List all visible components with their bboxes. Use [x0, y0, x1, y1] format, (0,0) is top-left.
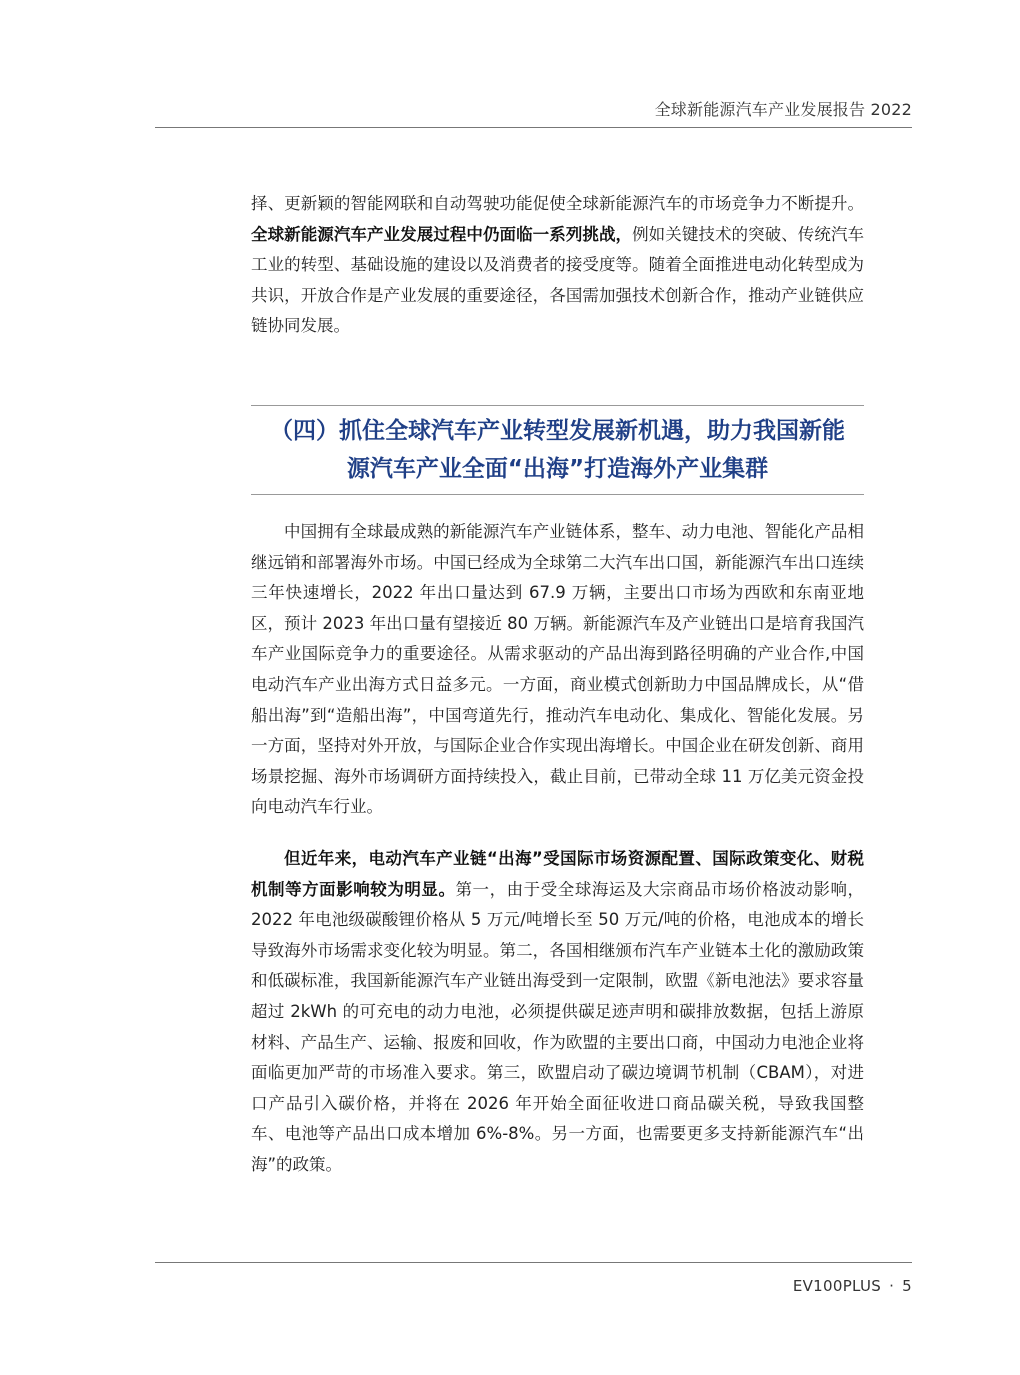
- section-heading-line-1: （四）抓住全球汽车产业转型发展新机遇，助力我国新能: [270, 418, 845, 444]
- running-header-title: 全球新能源汽车产业发展报告 2022: [654, 100, 912, 119]
- intro-bold-statement: 全球新能源汽车产业发展过程中仍面临一系列挑战，: [251, 224, 633, 244]
- section-heading-line-2: 源汽车产业全面“出海”打造海外产业集群: [346, 456, 769, 482]
- page-footer: [793, 1277, 912, 1295]
- section-heading-bottom-rule: [251, 494, 864, 495]
- intro-text-end: 例如关键技术的突破、传统汽车工业的转型、基础设施的建设以及消费者的接受度等。随着全面推进电动化转型成为共识，开放合作是产业发展的重要途径，各国需加强技术创新合作，推动产业链供应链协同发展。: [251, 224, 865, 336]
- intro-paragraph: [251, 189, 864, 342]
- body-paragraph-1: 中国拥有全球最成熟的新能源汽车产业链体系，整车、动力电池、智能化产品相继远销和部署海外市场。中国已经成为全球第二大汽车出口国，新能源汽车出口连续三年快速增长，2022 年出口量达到 67.9 万辆，主要出口市场为西欧和东南亚地区，预计 2023 年出口量有望接近 80 万辆。新能源汽车及产业链出口是培育我国汽车产业国际竞争力的重要途径。从需求驱动的产品出海到路径明确的产业合作,中国电动汽车产业出海方式日益多元。一方面，商业模式创新助力中国品牌成长，从“借船出海”到“造船出海”，中国弯道先行，推动汽车电动化、集成化、智能化发展。另一方面，坚持对外开放，与国际企业合作实现出海增长。中国企业在研发创新、商用场景挖掘、海外市场调研方面持续投入，截止目前，已带动全球 11 万亿美元资金投向电动汽车行业。: [251, 522, 864, 817]
- footer-brand: EV100PLUS: [792, 1277, 882, 1295]
- footer-divider: [155, 1262, 912, 1263]
- paragraph-2-bold-lead: 但近年来，电动汽车产业链“出海”受国际市场资源配置、国际政策变化、财税机制等方面影响较为明显。: [251, 849, 864, 899]
- footer-separator: ·: [889, 1277, 895, 1295]
- page-number: 5: [902, 1277, 912, 1295]
- section-heading: [251, 412, 864, 488]
- section-heading-top-rule: [251, 405, 864, 406]
- header-divider: [155, 127, 912, 128]
- intro-text-start: 择、更新颖的智能网联和自动驾驶功能促使全球新能源汽车的市场竞争力不断提升。: [251, 194, 864, 213]
- paragraph-2-text: 第一，由于受全球海运及大宗商品市场价格波动影响，2022 年电池级碳酸锂价格从 5 万元/吨增长至 50 万元/吨的价格，电池成本的增长导致海外市场需求变化较为明显。第二，各国相继颁布汽车产业链本土化的激励政策和低碳标准，我国新能源汽车产业链出海受到一定限制，欧盟《新电池法》要求容量超过 2kWh 的可充电的动力电池，必须提供碳足迹声明和碳排放数据，包括上游原材料、产品生产、运输、报废和回收，作为欧盟的主要出口商，中国动力电池企业将面临更加严苛的市场准入要求。第三，欧盟启动了碳边境调节机制（CBAM），对进口产品引入碳价格，并将在 2026 年开始全面征收进口商品碳关税，导致我国整车、电池等产品出口成本增加 6%-8%。另一方面，也需要更多支持新能源汽车“出海”的政策。: [251, 879, 865, 1174]
- body-paragraph-2: [251, 844, 864, 1181]
